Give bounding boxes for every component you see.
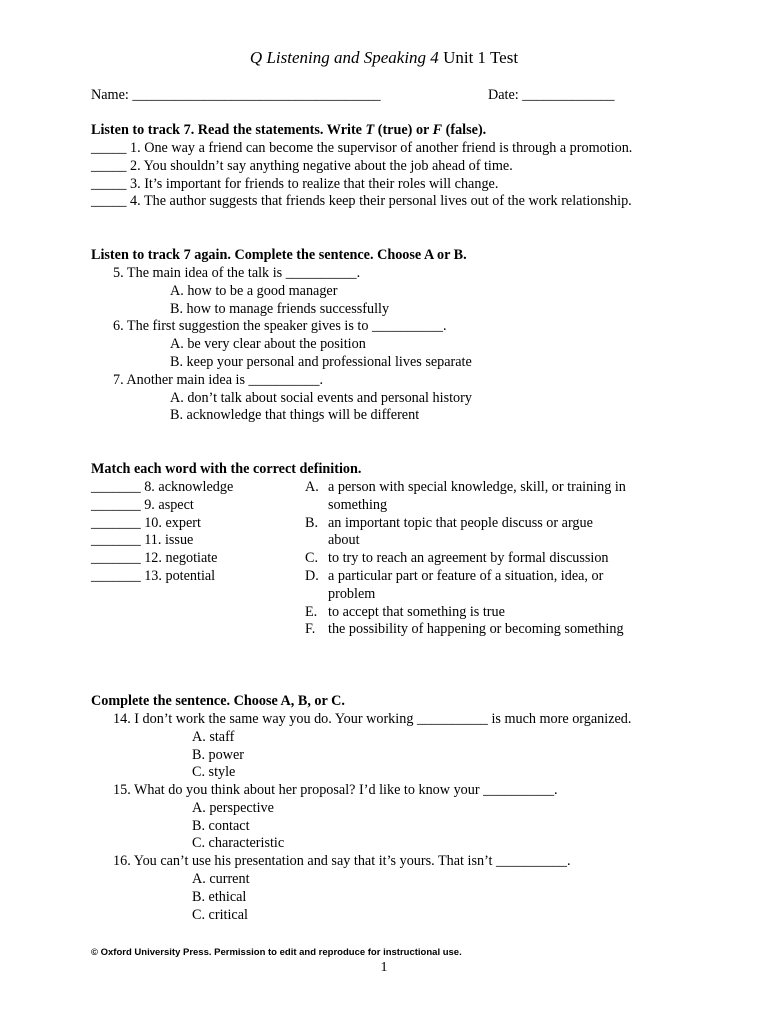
definition-letter-c: C. <box>305 550 319 566</box>
question-15-option-c: C. characteristic <box>192 835 285 851</box>
question-15-option-b: B. contact <box>192 818 250 834</box>
definition-e: to accept that something is true <box>328 604 505 620</box>
question-16: 16. You can’t use his presentation and say that it’s yours. That isn’t __________. <box>113 853 571 869</box>
definition-letter-b: B. <box>305 515 319 531</box>
question-14-option-b: B. power <box>192 747 245 763</box>
match-word-10: _______ 10. expert <box>91 515 201 531</box>
title-rest: Unit 1 Test <box>438 48 519 67</box>
statement-3: _____ 3. It’s important for friends to realize that their roles will change. <box>91 176 499 192</box>
question-15-option-a: A. perspective <box>192 800 274 816</box>
question-16-option-a: A. current <box>192 871 250 887</box>
question-16-option-b: B. ethical <box>192 889 247 905</box>
date-field-label: Date: _____________ <box>488 87 615 103</box>
page-title <box>0 47 768 69</box>
question-7: 7. Another main idea is __________. <box>113 372 324 388</box>
question-15: 15. What do you think about her proposal? I’d like to know your __________. <box>113 782 558 798</box>
statement-2: _____ 2. You shouldn’t say anything negative about the job ahead of time. <box>91 158 513 174</box>
section4-instruction: Complete the sentence. Choose A, B, or C. <box>91 693 345 709</box>
definition-letter-e: E. <box>305 604 318 620</box>
section3-instruction: Match each word with the correct definition. <box>91 461 362 477</box>
definition-letter-a: A. <box>305 479 319 495</box>
section1-instruction-text: Listen to track 7. Read the statements. Write T (true) or F (false). <box>91 122 487 138</box>
question-14: 14. I don’t work the same way you do. Your working __________ is much more organized. <box>113 711 632 727</box>
section1-instruction <box>91 121 486 139</box>
question-16-option-c: C. critical <box>192 907 248 923</box>
section2-instruction: Listen to track 7 again. Complete the sentence. Choose A or B. <box>91 247 467 263</box>
definition-f: the possibility of happening or becoming something <box>328 621 624 637</box>
definition-b-line1: an important topic that people discuss or argue <box>328 515 593 531</box>
statement-1: _____ 1. One way a friend can become the supervisor of another friend is through a promotion. <box>91 140 633 156</box>
question-7-option-a: A. don’t talk about social events and personal history <box>170 390 472 406</box>
match-word-11: _______ 11. issue <box>91 532 194 548</box>
name-field-label: Name: ___________________________________ <box>91 87 381 103</box>
match-word-9: _______ 9. aspect <box>91 497 194 513</box>
definition-d-line1: a particular part or feature of a situation, idea, or <box>328 568 604 584</box>
question-5: 5. The main idea of the talk is __________. <box>113 265 361 281</box>
question-6-option-b: B. keep your personal and professional lives separate <box>170 354 472 370</box>
question-5-option-a: A. how to be a good manager <box>170 283 338 299</box>
match-word-13: _______ 13. potential <box>91 568 216 584</box>
definition-letter-f: F. <box>305 621 316 637</box>
definition-b-line2: about <box>328 532 360 548</box>
definition-d-line2: problem <box>328 586 376 602</box>
question-5-option-b: B. how to manage friends successfully <box>170 301 390 317</box>
page-number: 1 <box>380 960 388 975</box>
definition-letter-d: D. <box>305 568 319 584</box>
question-14-option-c: C. style <box>192 764 236 780</box>
question-7-option-b: B. acknowledge that things will be different <box>170 407 420 423</box>
match-word-12: _______ 12. negotiate <box>91 550 218 566</box>
definition-a-line2: something <box>328 497 388 513</box>
title-italic: Q Listening and Speaking 4 <box>249 48 439 67</box>
question-6-option-a: A. be very clear about the position <box>170 336 366 352</box>
statement-4: _____ 4. The author suggests that friends keep their personal lives out of the work relationship. <box>91 193 632 209</box>
question-6: 6. The first suggestion the speaker gives is to __________. <box>113 318 447 334</box>
definition-c: to try to reach an agreement by formal discussion <box>328 550 609 566</box>
definition-a-line1: a person with special knowledge, skill, or training in <box>328 479 626 495</box>
copyright-notice: © Oxford University Press. Permission to edit and reproduce for instructional use. <box>91 947 462 958</box>
question-14-option-a: A. staff <box>192 729 235 745</box>
match-word-8: _______ 8. acknowledge <box>91 479 234 495</box>
